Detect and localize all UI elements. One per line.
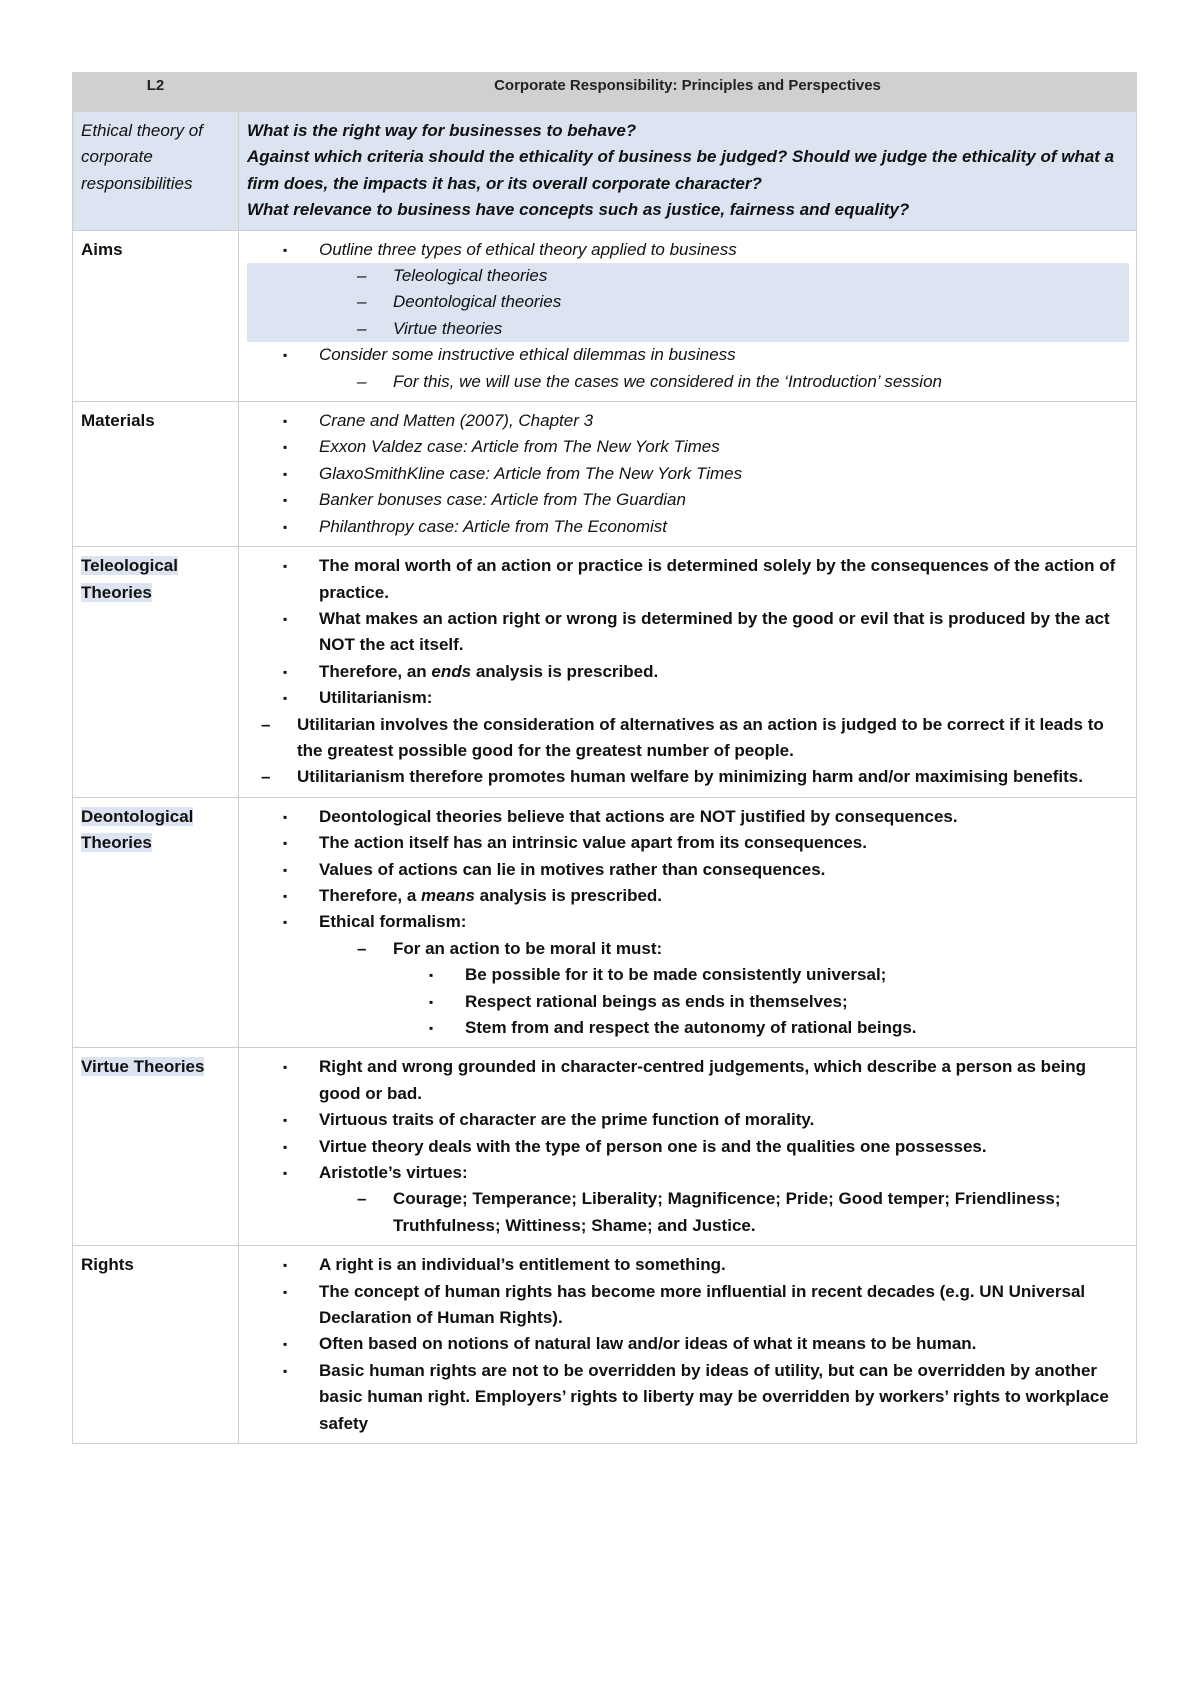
virtue-label: Virtue Theories: [73, 1048, 239, 1246]
teleological-content: [239, 547, 1137, 798]
rights-label: Rights: [73, 1246, 239, 1444]
list-item: ▪ Crane and Matten (2007), Chapter 3: [247, 408, 1128, 434]
dash-marker: –: [357, 371, 367, 391]
teleological-label: Teleological Theories: [73, 547, 239, 798]
materials-content: [239, 402, 1137, 547]
header-row: [73, 73, 1137, 112]
bullet-marker: ▪: [283, 466, 288, 481]
bullet-marker: ▪: [283, 1113, 288, 1128]
list-item: ▪ GlaxoSmithKline case: Article from The New York Times: [247, 461, 1128, 487]
lecture-outline-table: [72, 72, 1137, 1444]
list-item: ▪ Be possible for it to be made consistently universal;: [247, 962, 1128, 988]
list-item: ▪ Values of actions can lie in motives rather than consequences.: [247, 857, 1128, 883]
list-item: ▪ The moral worth of an action or practice is determined solely by the consequences of the action of practice.: [247, 553, 1128, 606]
list-item: – For an action to be moral it must:: [247, 936, 1128, 962]
bullet-marker: ▪: [429, 968, 434, 983]
list-item: ▪ Banker bonuses case: Article from The Guardian: [247, 487, 1128, 513]
bullet-marker: ▪: [283, 414, 288, 429]
list-item: – Virtue theories: [247, 316, 1129, 342]
list-item: ▪ Virtuous traits of character are the prime function of morality.: [247, 1107, 1128, 1133]
virtue-content: [239, 1048, 1137, 1246]
list-item: – Courage; Temperance; Liberality; Magnificence; Pride; Good temper; Friendliness; Truthfulness; Wittiness; Shame; and Justice.: [247, 1186, 1128, 1239]
list-item: ▪ Utilitarianism:: [247, 685, 1128, 711]
list-item: ▪ Philanthropy case: Article from The Economist: [247, 514, 1128, 540]
list-item: ▪ Aristotle’s virtues:: [247, 1160, 1128, 1186]
list-item: ▪ Exxon Valdez case: Article from The New York Times: [247, 434, 1128, 460]
virtue-row: [73, 1048, 1137, 1246]
bullet-marker: ▪: [283, 888, 288, 903]
deontological-row: [73, 797, 1137, 1048]
bullet-marker: ▪: [283, 809, 288, 824]
bullet-marker: ▪: [283, 664, 288, 679]
aims-row: [73, 230, 1137, 401]
deontological-label: Deontological Theories: [73, 797, 239, 1048]
intro-questions: [239, 112, 1137, 231]
dash-marker: –: [357, 292, 367, 312]
materials-label: Materials: [73, 402, 239, 547]
list-item: ▪ Ethical formalism:: [247, 909, 1128, 935]
list-item: ▪ Therefore, an ends analysis is prescribed.: [247, 659, 1128, 685]
list-item: – Utilitarianism therefore promotes human welfare by minimizing harm and/or maximising benefits.: [247, 764, 1128, 790]
materials-row: [73, 402, 1137, 547]
dash-marker: –: [357, 266, 367, 286]
aims-label: Aims: [73, 230, 239, 401]
bullet-marker: ▪: [283, 559, 288, 574]
bullet-marker: ▪: [283, 1139, 288, 1154]
bullet-marker: ▪: [283, 862, 288, 877]
list-item: ▪ The action itself has an intrinsic value apart from its consequences.: [247, 830, 1128, 856]
dash-marker: –: [261, 714, 271, 734]
intro-label: Ethical theory of corporate responsibilities: [73, 112, 239, 231]
list-item: ▪ Basic human rights are not to be overridden by ideas of utility, but can be overridden by another basic human right. Employers’ rights to liberty may be overridden by workers’ rights to workplace safety: [247, 1358, 1128, 1437]
list-item: ▪ Therefore, a means analysis is prescribed.: [247, 883, 1128, 909]
bullet-marker: ▪: [283, 836, 288, 851]
rights-content: [239, 1246, 1137, 1444]
list-item: – Utilitarian involves the consideration of alternatives as an action is judged to be correct if it leads to the greatest possible good for the greatest number of people.: [247, 712, 1128, 765]
bullet-marker: ▪: [283, 1060, 288, 1075]
bullet-marker: ▪: [283, 242, 288, 257]
list-item: ▪ Right and wrong grounded in character-centred judgements, which describe a person as being good or bad.: [247, 1054, 1128, 1107]
intro-question: Against which criteria should the ethicality of business be judged? Should we judge the ethicality of what a firm does, the impacts it has, or its overall corporate character?: [247, 147, 1115, 193]
list-item: – Teleological theories: [247, 263, 1129, 289]
bullet-marker: ▪: [283, 691, 288, 706]
list-item: ▪ Deontological theories believe that actions are NOT justified by consequences.: [247, 804, 1128, 830]
bullet-marker: ▪: [429, 1021, 434, 1035]
intro-question: What is the right way for businesses to behave?: [247, 121, 637, 140]
dash-marker: –: [357, 1189, 367, 1209]
list-item: ▪ Consider some instructive ethical dilemmas in business: [247, 342, 1128, 368]
list-item: ▪ The concept of human rights has become more influential in recent decades (e.g. UN Universal Declaration of Human Rights).: [247, 1279, 1128, 1332]
teleological-row: [73, 547, 1137, 798]
bullet-marker: ▪: [283, 493, 288, 508]
intro-question: What relevance to business have concepts such as justice, fairness and equality?: [247, 200, 910, 220]
lecture-title: Corporate Responsibility: Principles and Perspectives: [239, 73, 1137, 112]
rights-row: [73, 1246, 1137, 1444]
intro-row: [73, 112, 1137, 231]
dash-marker: –: [357, 318, 367, 338]
dash-marker: –: [357, 938, 367, 958]
bullet-marker: ▪: [283, 519, 288, 534]
bullet-marker: ▪: [429, 994, 434, 1009]
bullet-marker: ▪: [283, 348, 288, 363]
list-item: ▪ Respect rational beings as ends in themselves;: [247, 989, 1128, 1015]
aims-highlight-band: [247, 263, 1129, 342]
list-item: ▪ Virtue theory deals with the type of person one is and the qualities one possesses.: [247, 1134, 1128, 1160]
bullet-marker: ▪: [283, 440, 288, 455]
bullet-marker: ▪: [283, 1166, 288, 1181]
bullet-marker: ▪: [283, 1337, 288, 1352]
list-item: ▪ Stem from and respect the autonomy of rational beings.: [247, 1015, 1128, 1041]
bullet-marker: ▪: [283, 915, 288, 930]
list-item: – For this, we will use the cases we considered in the ‘Introduction’ session: [247, 369, 1128, 395]
list-item: ▪ What makes an action right or wrong is determined by the good or evil that is produced by the act NOT the act itself.: [247, 606, 1128, 659]
lecture-code: L2: [73, 73, 239, 112]
deontological-content: [239, 797, 1137, 1048]
dash-marker: –: [261, 767, 271, 787]
bullet-marker: ▪: [283, 1258, 288, 1273]
list-item: ▪ A right is an individual’s entitlement to something.: [247, 1252, 1128, 1278]
aims-content: [239, 230, 1137, 401]
list-item: – Deontological theories: [247, 289, 1129, 315]
bullet-marker: ▪: [283, 611, 288, 626]
list-item: ▪ Often based on notions of natural law and/or ideas of what it means to be human.: [247, 1331, 1128, 1357]
bullet-marker: ▪: [283, 1284, 288, 1299]
list-item: ▪ Outline three types of ethical theory applied to business: [247, 237, 1128, 263]
bullet-marker: ▪: [283, 1363, 288, 1378]
